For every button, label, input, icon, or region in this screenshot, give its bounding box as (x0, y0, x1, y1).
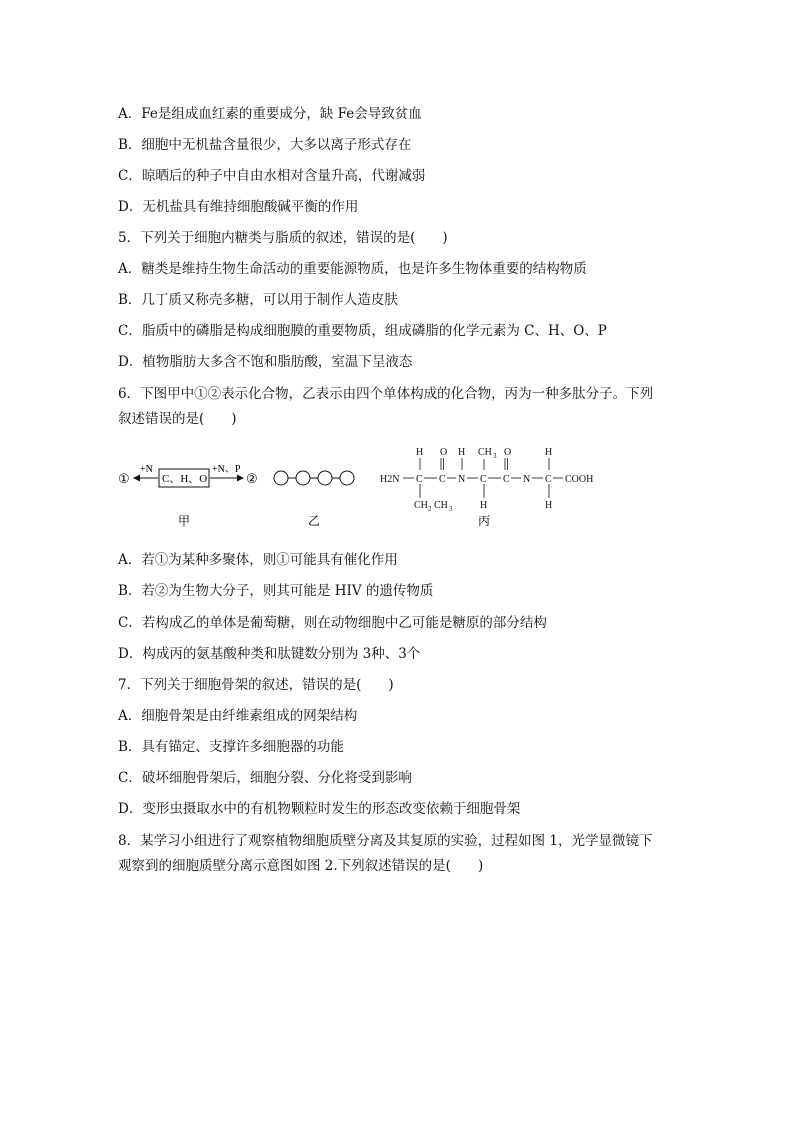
q6-stem-line2: 叙述错误的是( ) (118, 411, 237, 427)
bing-top-o1: O (440, 447, 448, 458)
bing-h2n: H2N (380, 474, 400, 485)
bing-bottom-ch: CH (414, 500, 428, 511)
jia-caption: 甲 (178, 514, 191, 528)
bing-n2: N (523, 474, 531, 485)
jia-left-arrow-label: +N (140, 464, 153, 475)
q6-option-a: A．若①为某种多聚体，则①可能具有催化作用 (118, 552, 398, 568)
bing-caption: 丙 (478, 514, 491, 528)
q5-stem: 5．下列关于细胞内糖类与脂质的叙述，错误的是( ) (118, 230, 448, 246)
bing-top-ch: CH (478, 447, 492, 458)
q6-figure-svg (118, 440, 678, 540)
bing-bottom-h1: H (480, 500, 488, 511)
q5-option-d: D．植物脂肪大多含不饱和脂肪酸，室温下呈液态 (118, 354, 413, 370)
yi-monomer (274, 471, 288, 485)
q8-stem-line1: 8．某学习小组进行了观察植物细胞质壁分离及其复原的实验，过程如图 1，光学显微镜下 (118, 833, 653, 849)
q5-option-b: B．几丁质又称壳多糖，可以用于制作人造皮肤 (118, 292, 398, 308)
bing-cooh: COOH (565, 474, 594, 485)
bing-c3: C (480, 474, 487, 485)
q4-option-a: A．Fe是组成血红素的重要成分，缺 Fe会导致贫血 (118, 106, 422, 122)
q7-option-b: B．具有锚定、支撑许多细胞器的功能 (118, 739, 344, 755)
jia-right-arrow-label: +N、P (212, 464, 241, 475)
yi-monomer (340, 471, 354, 485)
q4-option-d: D．无机盐具有维持细胞酸碱平衡的作用 (118, 199, 359, 215)
q6-option-b: B．若②为生物大分子，则其可能是 HIV 的遗传物质 (118, 583, 434, 599)
jia-compound-2: ② (246, 471, 258, 486)
bing-bottom-ch3: CH (434, 500, 448, 511)
bing-top-h1: H (416, 447, 424, 458)
q5-option-a: A．糖类是维持生物生命活动的重要能源物质，也是许多生物体重要的结构物质 (118, 261, 587, 277)
q7-stem: 7．下列关于细胞骨架的叙述，错误的是( ) (118, 677, 394, 693)
bing-bottom-ch-sub: 2 (428, 505, 432, 513)
bing-top-o2: O (504, 447, 512, 458)
jia-element-box-text: C、H、O (162, 473, 208, 485)
yi-monomer-chain (274, 471, 354, 485)
q7-option-c: C．破坏细胞骨架后，细胞分裂、分化将受到影响 (118, 770, 412, 786)
bing-top-ch-sub: 3 (493, 452, 497, 460)
yi-monomer (296, 471, 310, 485)
bing-top-h2: H (458, 447, 466, 458)
bing-top-h3: H (545, 447, 553, 458)
q4-option-b: B．细胞中无机盐含量很少，大多以离子形式存在 (118, 137, 412, 153)
bing-c5: C (545, 474, 552, 485)
yi-caption: 乙 (308, 514, 321, 528)
q6-option-c: C．若构成乙的单体是葡萄糖，则在动物细胞中乙可能是糖原的部分结构 (118, 615, 547, 631)
jia-compound-1: ① (118, 471, 130, 486)
bing-n1: N (458, 474, 466, 485)
bing-c4: C (503, 474, 510, 485)
bing-c2: C (439, 474, 446, 485)
yi-monomer (318, 471, 332, 485)
q6-figure (118, 440, 678, 540)
q8-stem-line2: 观察到的细胞质壁分离示意图如图 2.下列叙述错误的是( ) (118, 858, 484, 874)
bing-bottom-ch3-sub: 3 (449, 505, 453, 513)
q5-option-c: C．脂质中的磷脂是构成细胞膜的重要物质，组成磷脂的化学元素为 C、H、O、P (118, 323, 607, 339)
q6-stem-line1: 6．下图甲中①②表示化合物，乙表示由四个单体构成的化合物，丙为一种多肽分子。下列 (118, 386, 654, 402)
q7-option-d: D．变形虫摄取水中的有机物颗粒时发生的形态改变依赖于细胞骨架 (118, 801, 521, 817)
q6-option-d: D．构成丙的氨基酸种类和肽键数分别为 3种、3个 (118, 646, 421, 662)
bing-polypeptide (380, 447, 593, 513)
bing-c1: C (416, 474, 423, 485)
q7-option-a: A．细胞骨架是由纤维素组成的网架结构 (118, 708, 358, 724)
q4-option-c: C．晾晒后的种子中自由水相对含量升高，代谢减弱 (118, 168, 426, 184)
bing-bottom-h2: H (545, 500, 553, 511)
